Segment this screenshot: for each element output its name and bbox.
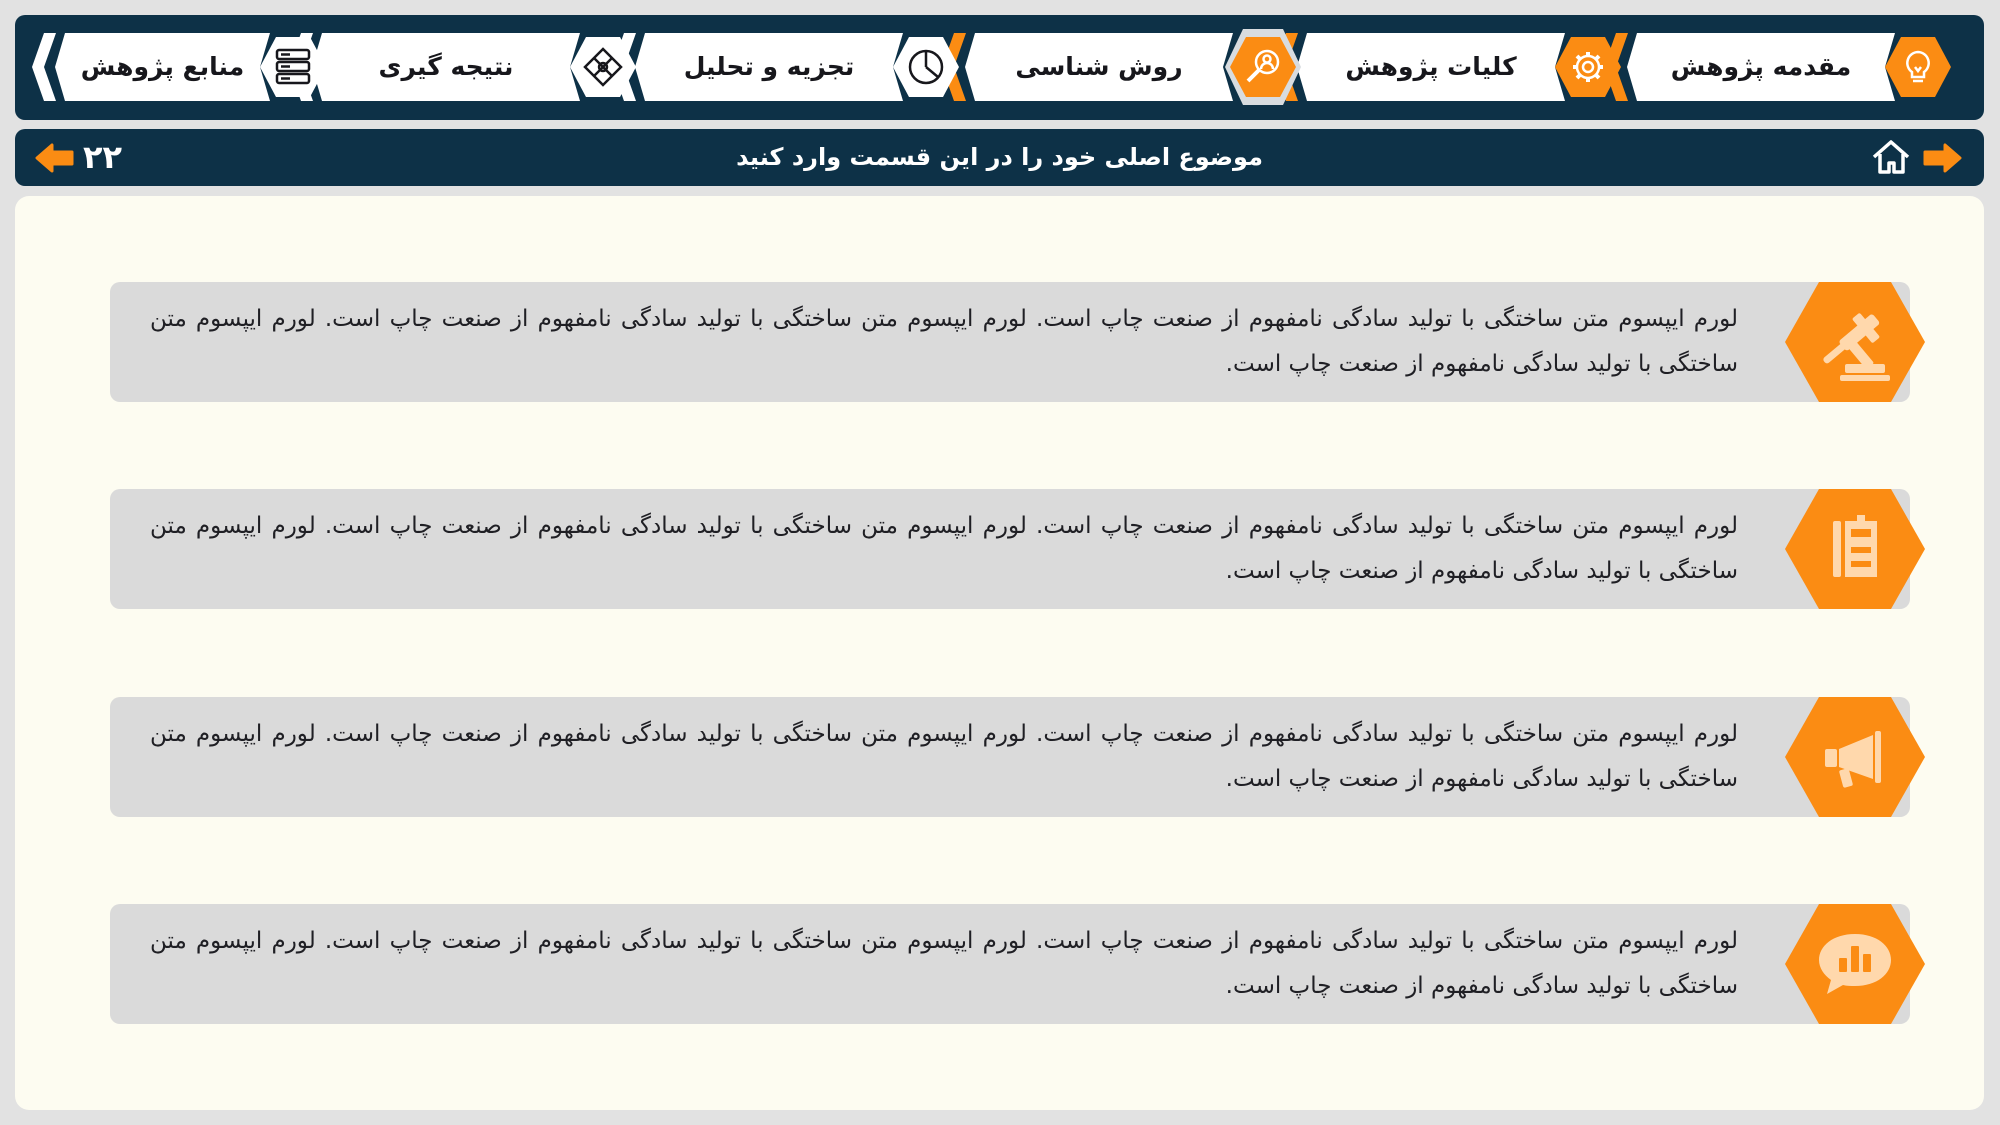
- tab-research-overview[interactable]: [1277, 33, 1617, 101]
- gavel-icon: [1785, 282, 1925, 402]
- tab-introduction[interactable]: [1607, 33, 1947, 101]
- puzzle-icon: [570, 37, 636, 97]
- page-number: ۲۲: [83, 138, 123, 176]
- tab-methodology[interactable]: [945, 33, 1285, 101]
- tab-label: مقدمه پژوهش: [1670, 52, 1852, 81]
- content-card: [110, 904, 1910, 1024]
- tab-label: روش شناسی: [1015, 52, 1183, 81]
- title-bar: [15, 129, 1984, 186]
- gear-icon: [1555, 37, 1621, 97]
- tab-label: تجزیه و تحلیل: [683, 52, 855, 81]
- arrow-left-icon[interactable]: [35, 143, 75, 173]
- card-text: لورم ایپسوم متن ساختگی با تولید سادگی نامفهوم از صنعت چاپ است. لورم ایپسوم متن ساختگی با تولید سادگی نامفهوم از صنعت چاپ است. لورم ایپسوم متن ساختگی با تولید سادگی نامفهوم از صنعت چاپ است.: [150, 721, 1738, 792]
- content-card: [110, 282, 1910, 402]
- home-icon[interactable]: [1871, 137, 1911, 177]
- page-title: موضوع اصلی خود را در این قسمت وارد کنید: [736, 143, 1263, 171]
- tab-label: منابع پژوهش: [80, 52, 245, 81]
- content-card: [110, 697, 1910, 817]
- lightbulb-icon: [1885, 37, 1951, 97]
- search-user-icon: [1223, 27, 1303, 107]
- pie-chart-icon: [893, 37, 959, 97]
- megaphone-icon: [1785, 697, 1925, 817]
- tab-label: کلیات پژوهش: [1345, 52, 1517, 81]
- content-area: [15, 196, 1984, 1110]
- chat-chart-icon: [1785, 904, 1925, 1024]
- card-text: لورم ایپسوم متن ساختگی با تولید سادگی نامفهوم از صنعت چاپ است. لورم ایپسوم متن ساختگی با تولید سادگی نامفهوم از صنعت چاپ است. لورم ایپسوم متن ساختگی با تولید سادگی نامفهوم از صنعت چاپ است.: [150, 513, 1738, 584]
- tab-label: نتیجه گیری: [378, 52, 514, 81]
- top-navigation-bar: [15, 15, 1984, 120]
- server-icon: [260, 37, 326, 97]
- tab-references[interactable]: [35, 33, 375, 101]
- arrow-right-icon[interactable]: [1922, 143, 1962, 173]
- document-icon: [1785, 489, 1925, 609]
- content-card: [110, 489, 1910, 609]
- card-text: لورم ایپسوم متن ساختگی با تولید سادگی نامفهوم از صنعت چاپ است. لورم ایپسوم متن ساختگی با تولید سادگی نامفهوم از صنعت چاپ است. لورم ایپسوم متن ساختگی با تولید سادگی نامفهوم از صنعت چاپ است.: [150, 928, 1738, 999]
- tab-analysis[interactable]: [615, 33, 955, 101]
- card-text: لورم ایپسوم متن ساختگی با تولید سادگی نامفهوم از صنعت چاپ است. لورم ایپسوم متن ساختگی با تولید سادگی نامفهوم از صنعت چاپ است. لورم ایپسوم متن ساختگی با تولید سادگی نامفهوم از صنعت چاپ است.: [150, 306, 1738, 377]
